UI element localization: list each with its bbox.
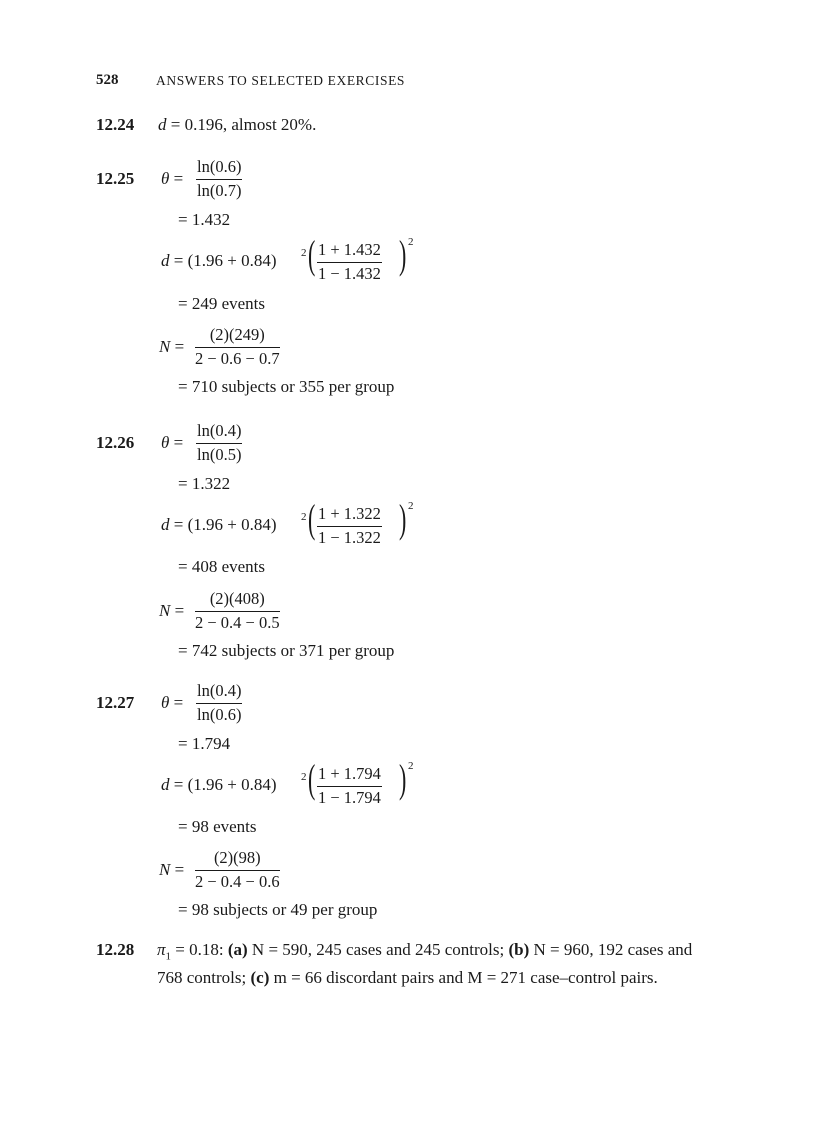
equals-sign: = [173, 433, 184, 452]
d-fraction [317, 240, 382, 284]
part-label: (b) [508, 940, 530, 959]
page-number: 528 [96, 72, 119, 88]
pi-symbol: π [157, 940, 166, 959]
answer-value: = 0.196, almost 20%. [166, 115, 317, 134]
n-fraction [195, 589, 280, 633]
d-prefix: = (1.96 + 0.84) [173, 775, 277, 794]
exponent: 2 [408, 500, 414, 512]
exercise-number: 12.24 [96, 115, 135, 134]
running-title: ANSWERS TO SELECTED EXERCISES [156, 73, 406, 88]
var-n: N [159, 337, 171, 356]
n-result: = 710 subjects or 355 per group [178, 377, 395, 396]
theta-numerator: ln(0.6) [196, 157, 242, 180]
n-equation [159, 601, 184, 621]
n-fraction [195, 325, 280, 369]
d-result: = 408 events [178, 557, 266, 576]
n-numerator: (2)(98) [195, 848, 280, 871]
d-numerator: 1 + 1.432 [317, 240, 382, 263]
answer-text [158, 115, 316, 135]
theta-result: = 1.322 [178, 474, 231, 493]
theta-equation [161, 433, 183, 453]
theta-result: = 1.794 [178, 734, 231, 753]
d-equation [161, 515, 277, 535]
exercise-number: 12.25 [96, 169, 135, 188]
exponent: 2 [408, 236, 414, 248]
part-label: (a) [227, 940, 248, 959]
var-d: d [158, 115, 167, 134]
part-label: (c) [250, 968, 270, 988]
n-result: = 742 subjects or 371 per group [178, 641, 395, 660]
equals-sign: = [173, 693, 184, 712]
theta-numerator: ln(0.4) [196, 421, 242, 444]
d-denominator: 1 − 1.432 [318, 264, 381, 283]
var-d: d [161, 515, 170, 534]
theta-fraction [196, 681, 242, 725]
var-theta: θ [161, 433, 170, 452]
var-theta: θ [161, 169, 170, 188]
n-equation [159, 860, 184, 880]
d-equation [161, 251, 277, 271]
d-equation [161, 775, 277, 795]
d-numerator: 1 + 1.794 [317, 764, 382, 787]
n-denominator: 2 − 0.4 − 0.6 [195, 872, 280, 891]
d-result: = 98 events [178, 817, 257, 836]
left-paren: ( [307, 232, 316, 277]
exponent: 2 [301, 771, 307, 783]
theta-fraction [196, 157, 242, 201]
d-prefix: = (1.96 + 0.84) [173, 251, 277, 270]
d-fraction [317, 764, 382, 808]
right-paren: ) [398, 232, 407, 277]
d-denominator: 1 − 1.794 [318, 788, 381, 807]
equals-sign: = [174, 860, 185, 879]
exercise-number: 12.28 [96, 940, 135, 959]
n-equation [159, 337, 184, 357]
answer-text: = 0.18: [171, 940, 228, 959]
n-result: = 98 subjects or 49 per group [178, 900, 378, 919]
var-d: d [161, 251, 170, 270]
answer-text: N = 960, 192 cases and 768 controls; [157, 940, 693, 988]
var-n: N [159, 601, 171, 620]
left-paren: ( [307, 756, 316, 801]
n-numerator: (2)(408) [195, 589, 280, 612]
d-denominator: 1 − 1.322 [318, 528, 381, 547]
theta-fraction [196, 421, 242, 465]
answer-paragraph [157, 939, 717, 989]
exponent: 2 [301, 247, 307, 259]
n-denominator: 2 − 0.4 − 0.5 [195, 613, 280, 632]
right-paren: ) [398, 496, 407, 541]
theta-equation [161, 169, 183, 189]
theta-numerator: ln(0.4) [196, 681, 242, 704]
left-paren: ( [307, 496, 316, 541]
right-paren: ) [398, 756, 407, 801]
theta-denominator: ln(0.5) [197, 445, 242, 464]
var-n: N [159, 860, 171, 879]
theta-denominator: ln(0.7) [197, 181, 242, 200]
d-numerator: 1 + 1.322 [317, 504, 382, 527]
answer-text: N = 590, 245 cases and 245 controls; [247, 940, 509, 959]
answer-text: m = 66 discordant pairs and M = 271 case–control pairs. [269, 968, 658, 988]
d-fraction [317, 504, 382, 548]
pi-subscript: 1 [165, 950, 172, 963]
exponent: 2 [301, 511, 307, 523]
equals-sign: = [174, 601, 185, 620]
var-theta: θ [161, 693, 170, 712]
equals-sign: = [173, 169, 184, 188]
exercise-number: 12.27 [96, 693, 135, 712]
n-denominator: 2 − 0.6 − 0.7 [195, 349, 280, 368]
theta-equation [161, 693, 183, 713]
exponent: 2 [408, 760, 414, 772]
theta-denominator: ln(0.6) [197, 705, 242, 724]
n-numerator: (2)(249) [195, 325, 280, 348]
var-d: d [161, 775, 170, 794]
d-prefix: = (1.96 + 0.84) [173, 515, 277, 534]
exercise-number: 12.26 [96, 433, 135, 452]
n-fraction [195, 848, 280, 892]
equals-sign: = [174, 337, 185, 356]
d-result: = 249 events [178, 294, 266, 313]
theta-result: = 1.432 [178, 210, 231, 229]
